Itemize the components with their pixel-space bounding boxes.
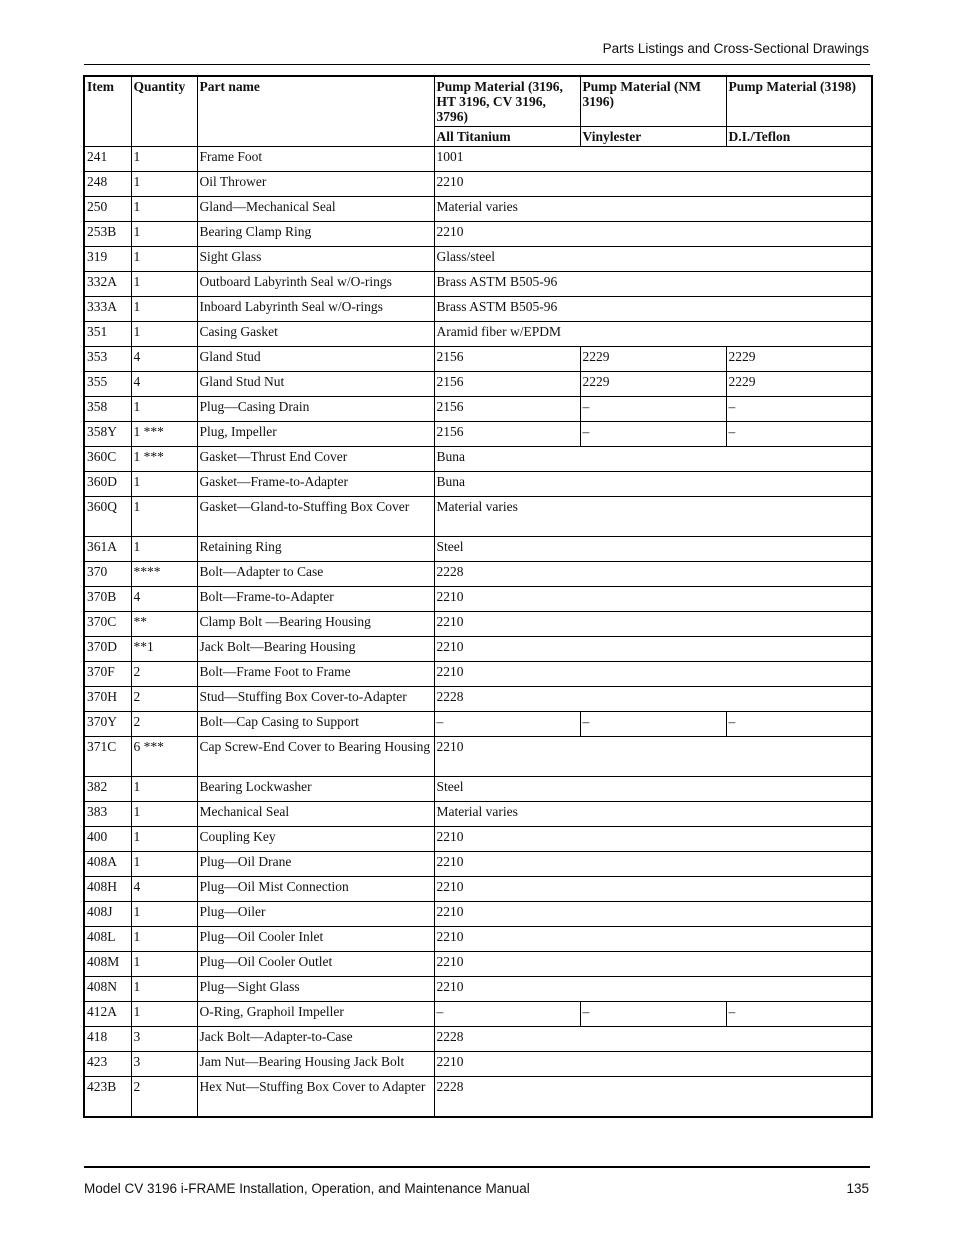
cell-item: 408N [84,977,131,1002]
table-row [84,852,872,877]
cell-quantity: 1 [131,497,197,537]
cell-part-name: Bolt—Frame-to-Adapter [197,587,434,612]
cell-item: 383 [84,802,131,827]
cell-item: 400 [84,827,131,852]
footer-rule [84,1166,870,1168]
cell-quantity: 1 [131,977,197,1002]
table-row [84,587,872,612]
cell-material-all: Aramid fiber w/EPDM [434,322,872,347]
cell-part-name: Plug—Casing Drain [197,397,434,422]
cell-quantity: 1 *** [131,422,197,447]
cell-item: 248 [84,172,131,197]
cell-material-1: 2156 [434,372,580,397]
table-row [84,877,872,902]
cell-quantity: 1 [131,827,197,852]
cell-item: 353 [84,347,131,372]
cell-part-name: Outboard Labyrinth Seal w/O-rings [197,272,434,297]
cell-material-3: – [726,712,872,737]
cell-item: 412A [84,1002,131,1027]
cell-item: 408H [84,877,131,902]
cell-quantity: 1 [131,222,197,247]
table-row [84,1077,872,1118]
cell-item: 360D [84,472,131,497]
cell-item: 408A [84,852,131,877]
col-header-material-3: Pump Material (3198) [726,76,872,127]
cell-item: 355 [84,372,131,397]
cell-material-3: – [726,397,872,422]
cell-item: 360Q [84,497,131,537]
table-row [84,347,872,372]
cell-item: 333A [84,297,131,322]
table-row [84,737,872,777]
cell-item: 332A [84,272,131,297]
cell-material-3: – [726,1002,872,1027]
cell-quantity: 1 *** [131,447,197,472]
cell-material-all: 2210 [434,737,872,777]
cell-quantity: 1 [131,397,197,422]
table-row [84,537,872,562]
cell-part-name: Gasket—Thrust End Cover [197,447,434,472]
subheader-material-3: D.I./Teflon [726,127,872,147]
table-row [84,172,872,197]
table-row [84,472,872,497]
cell-item: 370D [84,637,131,662]
cell-material-all: Material varies [434,802,872,827]
cell-material-3: 2229 [726,347,872,372]
cell-material-all: 2210 [434,587,872,612]
table-row [84,222,872,247]
cell-material-all: 2228 [434,1027,872,1052]
cell-quantity: 1 [131,272,197,297]
cell-item: 371C [84,737,131,777]
cell-quantity: 1 [131,802,197,827]
cell-part-name: Gland Stud [197,347,434,372]
table-row [84,902,872,927]
cell-material-all: 2210 [434,927,872,952]
cell-material-1: 2156 [434,397,580,422]
cell-part-name: Bearing Lockwasher [197,777,434,802]
cell-item: 418 [84,1027,131,1052]
subheader-material-1: All Titanium [434,127,580,147]
cell-quantity: 1 [131,172,197,197]
cell-item: 408J [84,902,131,927]
table-row [84,637,872,662]
subheader-material-2: Vinylester [580,127,726,147]
cell-quantity: 1 [131,197,197,222]
cell-material-1: – [434,1002,580,1027]
cell-item: 370H [84,687,131,712]
col-header-part-name: Part name [197,76,434,147]
cell-part-name: Gland—Mechanical Seal [197,197,434,222]
cell-part-name: Plug—Oil Drane [197,852,434,877]
table-row [84,422,872,447]
cell-material-all: Steel [434,537,872,562]
table-row [84,297,872,322]
cell-part-name: Bearing Clamp Ring [197,222,434,247]
cell-item: 370B [84,587,131,612]
cell-quantity: 1 [131,147,197,172]
cell-quantity: ** [131,612,197,637]
cell-item: 319 [84,247,131,272]
cell-quantity: 3 [131,1027,197,1052]
cell-part-name: Hex Nut—Stuffing Box Cover to Adapter [197,1077,434,1118]
cell-material-2: – [580,1002,726,1027]
cell-part-name: Oil Thrower [197,172,434,197]
cell-item: 408L [84,927,131,952]
cell-quantity: 2 [131,662,197,687]
cell-part-name: Gland Stud Nut [197,372,434,397]
cell-item: 241 [84,147,131,172]
cell-material-all: 2210 [434,852,872,877]
table-row [84,272,872,297]
cell-part-name: Bolt—Frame Foot to Frame [197,662,434,687]
cell-item: 250 [84,197,131,222]
cell-material-3: – [726,422,872,447]
cell-material-all: Material varies [434,497,872,537]
cell-quantity: 4 [131,587,197,612]
cell-part-name: Retaining Ring [197,537,434,562]
cell-part-name: Inboard Labyrinth Seal w/O-rings [197,297,434,322]
cell-material-all: 2210 [434,637,872,662]
table-row [84,712,872,737]
cell-quantity: 1 [131,902,197,927]
cell-part-name: Jack Bolt—Bearing Housing [197,637,434,662]
cell-part-name: Frame Foot [197,147,434,172]
col-header-quantity: Quantity [131,76,197,147]
table-row [84,827,872,852]
cell-part-name: Jack Bolt—Adapter-to-Case [197,1027,434,1052]
table-row [84,397,872,422]
parts-table [83,75,873,1118]
cell-quantity: 4 [131,372,197,397]
table-header-row [84,76,872,127]
col-header-material-2: Pump Material (NM 3196) [580,76,726,127]
table-row [84,1002,872,1027]
cell-item: 361A [84,537,131,562]
cell-quantity: 1 [131,322,197,347]
cell-quantity: 3 [131,1052,197,1077]
cell-part-name: O-Ring, Graphoil Impeller [197,1002,434,1027]
cell-material-2: – [580,422,726,447]
table-row [84,497,872,537]
cell-item: 358 [84,397,131,422]
cell-material-1: 2156 [434,347,580,372]
cell-material-all: 2210 [434,902,872,927]
cell-part-name: Coupling Key [197,827,434,852]
cell-item: 382 [84,777,131,802]
cell-quantity: 2 [131,712,197,737]
cell-material-all: Glass/steel [434,247,872,272]
cell-material-all: 2210 [434,952,872,977]
cell-material-all: 2210 [434,827,872,852]
cell-material-all: 2228 [434,687,872,712]
table-row [84,372,872,397]
cell-material-2: – [580,712,726,737]
cell-quantity: 1 [131,247,197,272]
cell-part-name: Bolt—Cap Casing to Support [197,712,434,737]
cell-material-all: Material varies [434,197,872,222]
cell-material-all: Steel [434,777,872,802]
cell-item: 370 [84,562,131,587]
cell-item: 253B [84,222,131,247]
table-row [84,777,872,802]
cell-material-all: 2210 [434,172,872,197]
cell-part-name: Stud—Stuffing Box Cover-to-Adapter [197,687,434,712]
table-row [84,447,872,472]
table-row [84,802,872,827]
cell-part-name: Casing Gasket [197,322,434,347]
cell-material-1: 2156 [434,422,580,447]
cell-part-name: Plug—Oil Mist Connection [197,877,434,902]
cell-material-all: 1001 [434,147,872,172]
cell-material-2: 2229 [580,372,726,397]
cell-quantity: 2 [131,687,197,712]
cell-part-name: Plug—Oil Cooler Outlet [197,952,434,977]
section-title: Parts Listings and Cross-Sectional Drawings [602,41,869,56]
cell-material-all: 2228 [434,1077,872,1118]
cell-quantity: 6 *** [131,737,197,777]
cell-quantity: 2 [131,1077,197,1118]
table-row [84,687,872,712]
table-row [84,662,872,687]
cell-part-name: Plug—Oiler [197,902,434,927]
cell-material-all: Buna [434,472,872,497]
cell-quantity: 1 [131,927,197,952]
cell-item: 423B [84,1077,131,1118]
cell-item: 408M [84,952,131,977]
cell-material-all: Brass ASTM B505-96 [434,297,872,322]
table-row [84,247,872,272]
cell-quantity: 1 [131,777,197,802]
table-row [84,562,872,587]
table-row [84,197,872,222]
manual-title: Model CV 3196 i-FRAME Installation, Operation, and Maintenance Manual [84,1181,530,1196]
cell-part-name: Gasket—Frame-to-Adapter [197,472,434,497]
cell-quantity: 1 [131,852,197,877]
cell-material-all: 2210 [434,977,872,1002]
cell-part-name: Plug—Oil Cooler Inlet [197,927,434,952]
cell-material-2: 2229 [580,347,726,372]
cell-material-2: – [580,397,726,422]
cell-item: 370F [84,662,131,687]
col-header-material-1: Pump Material (3196, HT 3196, CV 3196, 3796) [434,76,580,127]
cell-material-all: 2210 [434,662,872,687]
cell-item: 370Y [84,712,131,737]
cell-quantity: 1 [131,952,197,977]
cell-part-name: Jam Nut—Bearing Housing Jack Bolt [197,1052,434,1077]
cell-material-all: 2228 [434,562,872,587]
cell-quantity: **1 [131,637,197,662]
cell-quantity: 1 [131,537,197,562]
cell-quantity: 1 [131,1002,197,1027]
table-row [84,322,872,347]
cell-material-all: 2210 [434,877,872,902]
header-rule [84,64,870,65]
cell-part-name: Plug—Sight Glass [197,977,434,1002]
table-row [84,1052,872,1077]
cell-material-all: 2210 [434,222,872,247]
cell-material-3: 2229 [726,372,872,397]
table-row [84,1027,872,1052]
cell-part-name: Gasket—Gland-to-Stuffing Box Cover [197,497,434,537]
cell-quantity: 4 [131,877,197,902]
table-row [84,147,872,172]
cell-part-name: Clamp Bolt —Bearing Housing [197,612,434,637]
table-row [84,612,872,637]
cell-material-1: – [434,712,580,737]
parts-table-body [84,147,872,1118]
col-header-item: Item [84,76,131,147]
cell-part-name: Sight Glass [197,247,434,272]
table-row [84,927,872,952]
cell-item: 351 [84,322,131,347]
cell-part-name: Cap Screw-End Cover to Bearing Housing [197,737,434,777]
cell-quantity: **** [131,562,197,587]
cell-item: 358Y [84,422,131,447]
cell-quantity: 1 [131,297,197,322]
cell-part-name: Plug, Impeller [197,422,434,447]
cell-part-name: Bolt—Adapter to Case [197,562,434,587]
cell-material-all: Buna [434,447,872,472]
cell-quantity: 1 [131,472,197,497]
cell-item: 423 [84,1052,131,1077]
cell-item: 370C [84,612,131,637]
page-number: 135 [846,1181,869,1196]
cell-material-all: Brass ASTM B505-96 [434,272,872,297]
cell-quantity: 4 [131,347,197,372]
cell-part-name: Mechanical Seal [197,802,434,827]
cell-material-all: 2210 [434,612,872,637]
table-row [84,977,872,1002]
cell-material-all: 2210 [434,1052,872,1077]
table-row [84,952,872,977]
cell-item: 360C [84,447,131,472]
